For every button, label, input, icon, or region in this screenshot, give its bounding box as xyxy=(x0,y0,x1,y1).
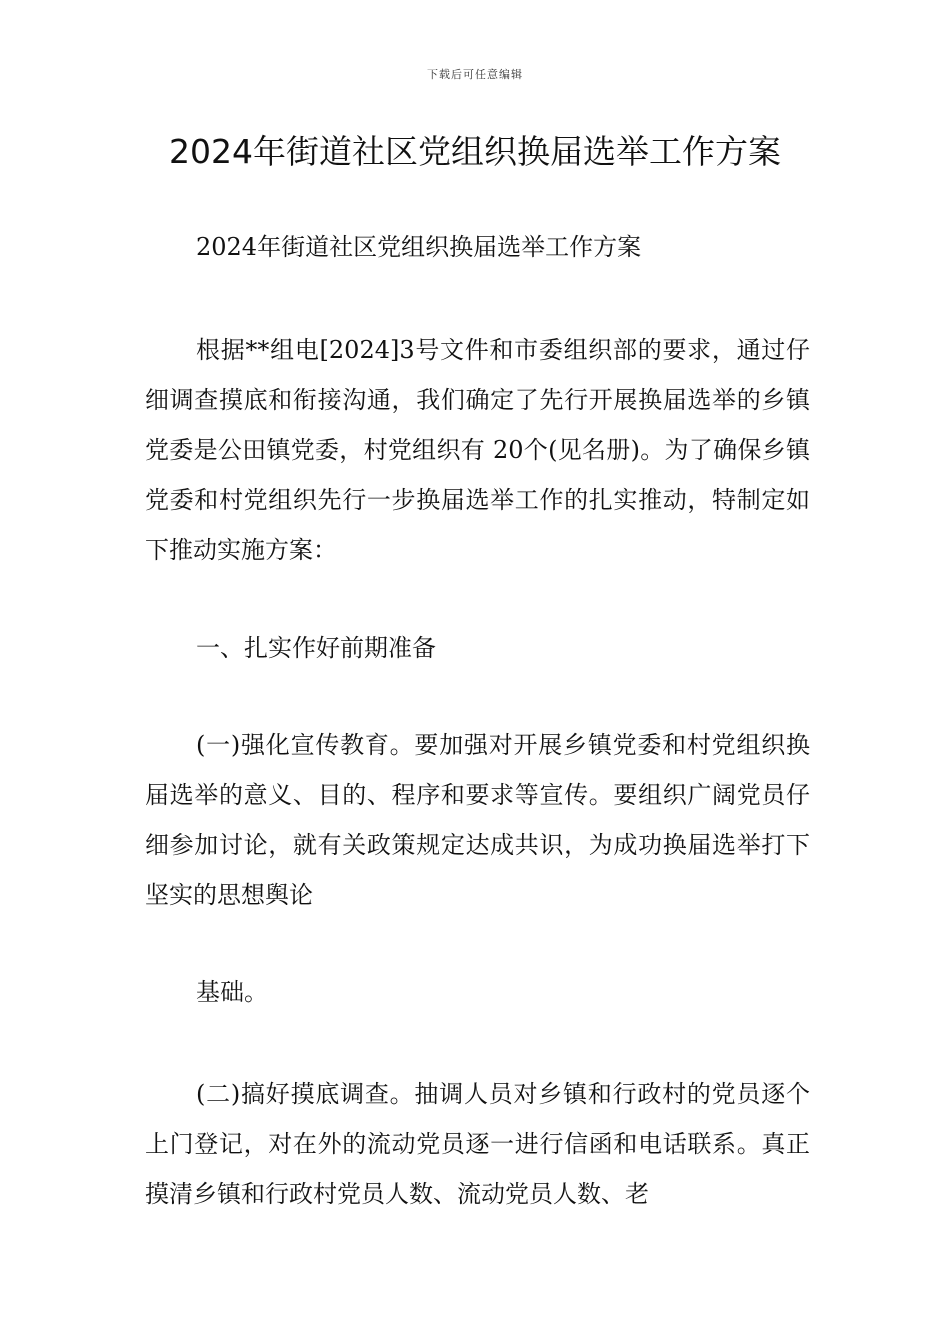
paragraph-intro: 根据**组电[2024]3号文件和市委组织部的要求，通过仔细调查摸底和衔接沟通，我们确定了先行开展换届选举的乡镇党委是公田镇党委，村党组织有 20个(见名册)。为了确保乡镇党委和村党组织先行一步换届选举工作的扎实推动，特制定如下推动实施方案： xyxy=(145,336,810,564)
paragraph-item-1: (一)强化宣传教育。要加强对开展乡镇党委和村党组织换届选举的意义、目的、程序和要求等宣传。要组织广阔党员仔细参加讨论，就有关政策规定达成共识，为成功换届选举打下坚实的思想舆论 xyxy=(145,731,810,909)
paragraph-continuation: 基础。 xyxy=(196,978,268,1006)
paragraph-item-2: (二)搞好摸底调查。抽调人员对乡镇和行政村的党员逐个上门登记，对在外的流动党员逐一进行信函和电话联系。真正摸清乡镇和行政村党员人数、流动党员人数、老 xyxy=(145,1080,810,1208)
page-header: 下载后可任意编辑 xyxy=(427,68,523,81)
document-title: 2024年街道社区党组织换届选举工作方案 xyxy=(169,132,781,171)
section-heading-1: 一、扎实作好前期准备 xyxy=(196,634,436,662)
paragraph-subtitle: 2024年街道社区党组织换届选举工作方案 xyxy=(196,233,642,261)
